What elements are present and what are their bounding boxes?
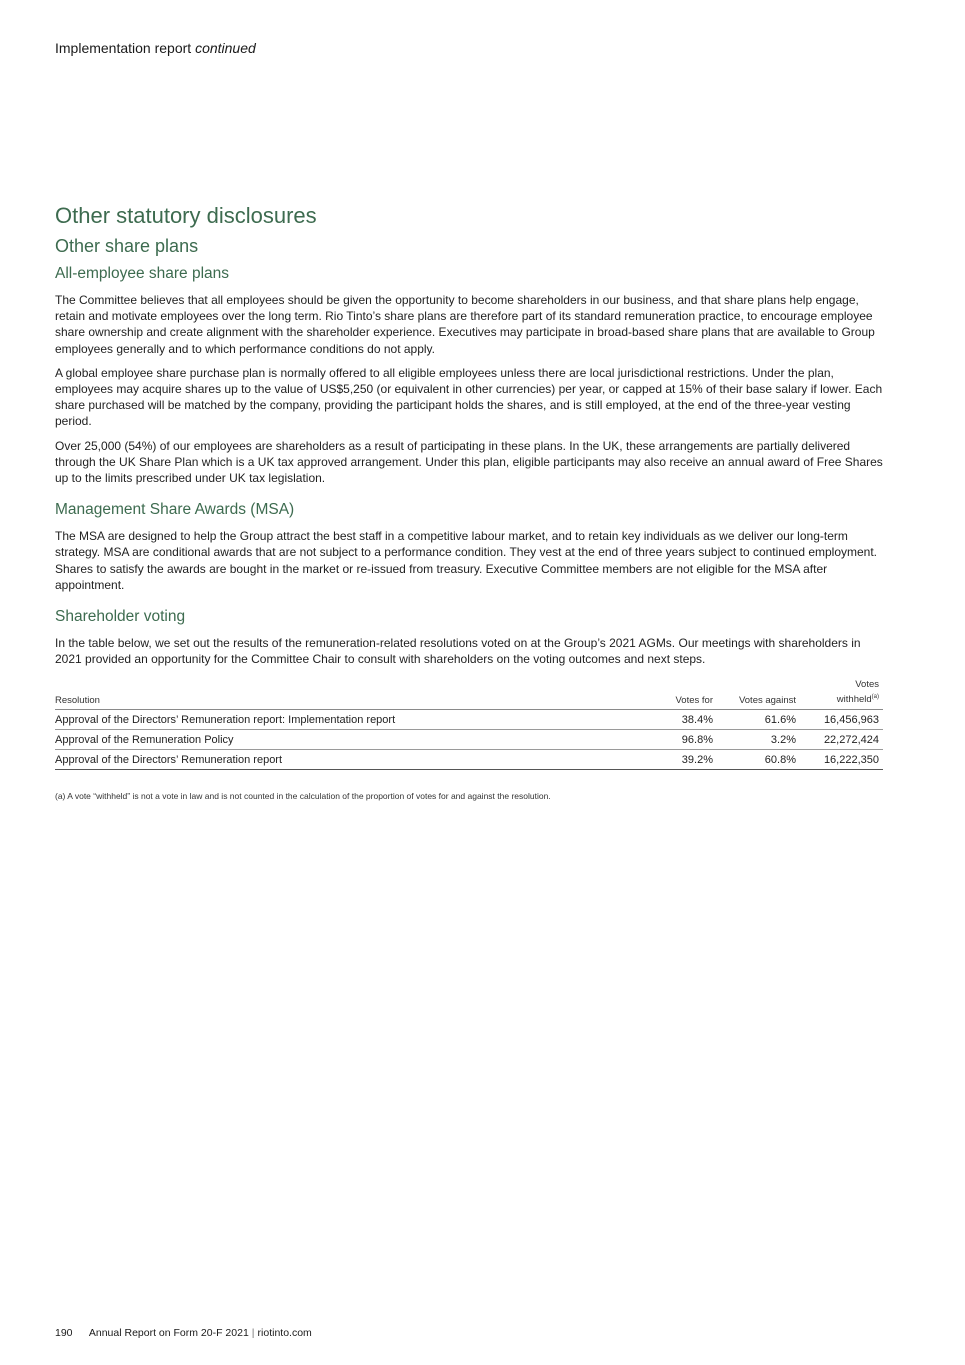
header-votes-withheld bbox=[800, 679, 883, 709]
table-header-row bbox=[55, 679, 883, 709]
cell-votes-against: 3.2% bbox=[717, 729, 800, 749]
cell-votes-withheld: 22,272,424 bbox=[800, 729, 883, 749]
table-row bbox=[55, 709, 883, 729]
page-footer bbox=[55, 1327, 312, 1339]
main-content bbox=[55, 202, 885, 802]
running-header bbox=[55, 40, 256, 56]
all-employee-paragraph-1: The Committee believes that all employees should be given the opportunity to become shareholders in our business, and that share plans help engage, retain and motivate employees over the long term. Rio Tinto’s share plans are therefore part of its standard remuneration practice, to encourage employee share ownership and create alignment with the shareholder experience. Executives may participate in broad-based share plans that are available to Group employees generally and to which performance conditions do not apply. bbox=[55, 293, 875, 356]
publication-title: Annual Report on Form 20-F 2021 bbox=[88, 1327, 249, 1339]
footer-separator: | bbox=[251, 1327, 255, 1339]
all-employee-paragraph-2: A global employee share purchase plan is normally offered to all eligible employees unless there are local jurisdictional restrictions. Under the plan, employees may acquire shares up to the value of US$5,250 (or equivalent in other currencies) per year, or capped at 15% of their base salary if lower. Each share purchased will be matched by the company, providing the participant holds the shares, and is still employed, at the end of the three-year vesting period. bbox=[55, 365, 883, 429]
header-votes-withheld-line2: withheld bbox=[836, 694, 872, 706]
header-resolution: Resolution bbox=[55, 679, 655, 709]
voting-results-table bbox=[55, 679, 883, 769]
table-row bbox=[55, 749, 883, 769]
cell-votes-against: 60.8% bbox=[717, 749, 800, 769]
cell-votes-for: 39.2% bbox=[655, 749, 717, 769]
table-footnote: (a) A vote “withheld” is not a vote in law and is not counted in the calculation of the proportion of votes for and against the resolution. bbox=[55, 790, 551, 801]
header-votes-for: Votes for bbox=[655, 679, 717, 709]
cell-resolution: Approval of the Directors’ Remuneration report bbox=[55, 749, 655, 769]
running-header-title: Implementation report bbox=[55, 40, 192, 56]
msa-heading: Management Share Awards (MSA) bbox=[55, 501, 295, 519]
header-votes-withheld-line1: Votes bbox=[855, 679, 879, 691]
cell-resolution: Approval of the Directors’ Remuneration report: Implementation report bbox=[55, 709, 655, 729]
cell-votes-for: 38.4% bbox=[655, 709, 717, 729]
voting-heading: Shareholder voting bbox=[55, 608, 186, 626]
all-employee-heading: All-employee share plans bbox=[55, 265, 230, 282]
cell-resolution: Approval of the Remuneration Policy bbox=[55, 729, 655, 749]
cell-votes-for: 96.8% bbox=[655, 729, 717, 749]
all-employee-paragraph-3: Over 25,000 (54%) of our employees are shareholders as a result of participating in these plans. In the UK, these arrangements are partially delivered through the UK Share Plan which is a UK tax approved arrangement. Under this plan, eligible participants may also receive an annual award of Free Shares up to the limits prescribed under UK tax legislation. bbox=[55, 438, 883, 486]
section-subtitle: Other share plans bbox=[55, 236, 199, 256]
cell-votes-withheld: 16,222,350 bbox=[800, 749, 883, 769]
footnote-marker: (a) bbox=[871, 694, 879, 701]
website-link[interactable]: riotinto.com bbox=[257, 1327, 312, 1339]
page-number: 190 bbox=[55, 1327, 73, 1339]
running-header-continued: continued bbox=[195, 40, 256, 56]
table-row bbox=[55, 729, 883, 749]
cell-votes-against: 61.6% bbox=[717, 709, 800, 729]
msa-paragraph: The MSA are designed to help the Group attract the best staff in a competitive labour market, and to retain key individuals as we deliver our long-term strategy. MSA are conditional awards that are not subject to a performance condition. They vest at the end of three years subject to continued employment. Shares to satisfy the awards are bought in the market or re-issued from treasury. Executive Committee members are not eligible for the MSA after appointment. bbox=[55, 529, 878, 592]
section-title: Other statutory disclosures bbox=[55, 203, 317, 228]
voting-paragraph: In the table below, we set out the results of the remuneration-related resolutions voted on at the Group’s 2021 AGMs. Our meetings with shareholders in 2021 provided an opportunity for the Committee Chair to consult with shareholders on the voting outcomes and next steps. bbox=[55, 636, 861, 667]
cell-votes-withheld: 16,456,963 bbox=[800, 709, 883, 729]
header-votes-against: Votes against bbox=[717, 679, 800, 709]
